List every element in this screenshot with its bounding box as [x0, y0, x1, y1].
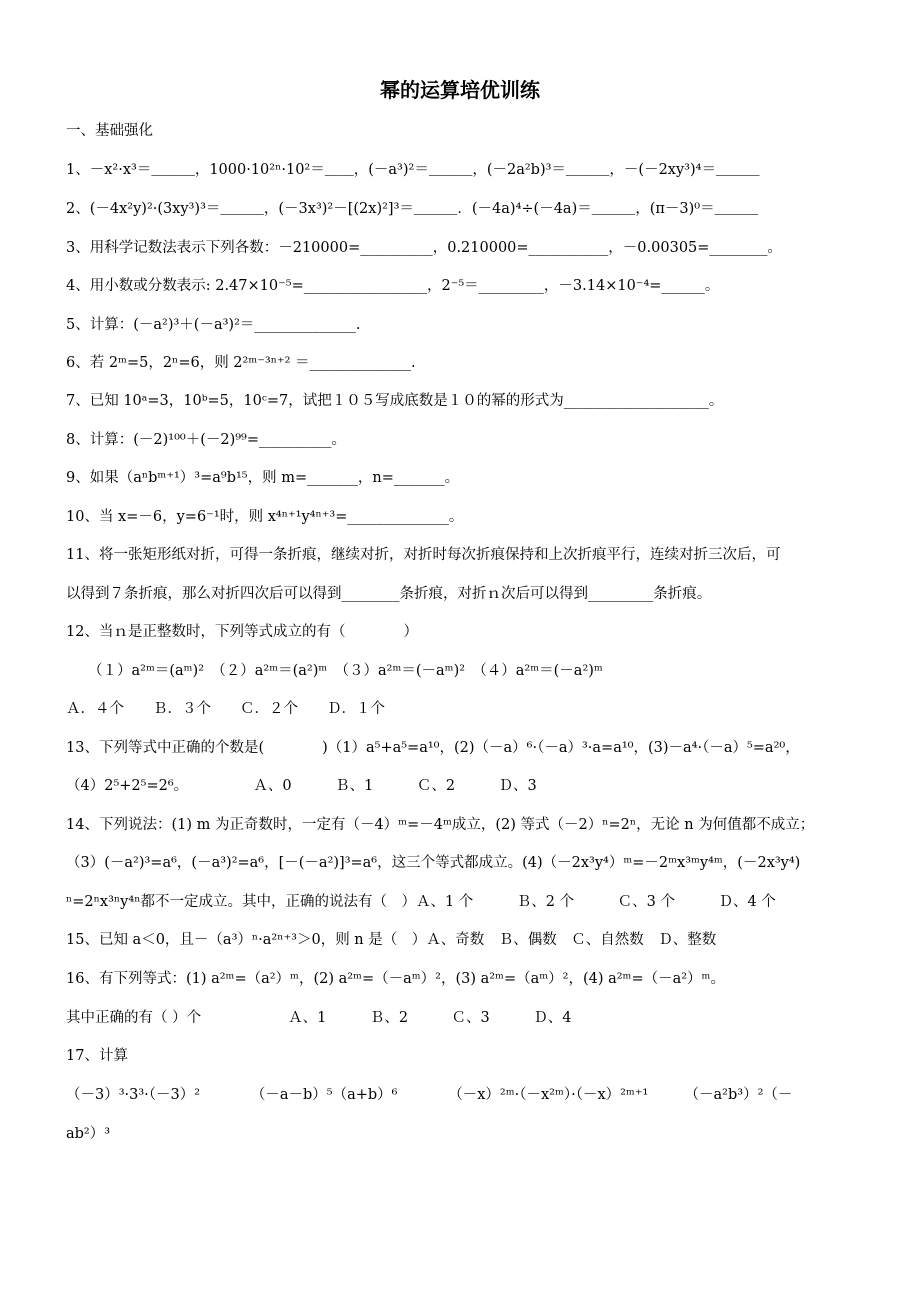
- question-12: 12、当ｎ是正整数时，下列等式成立的有（ ）: [66, 624, 418, 640]
- question-15: 15、已知 a＜0，且－（a³）ⁿ·a²ⁿ⁺³＞0，则 n 是（ ）Ａ、奇数 Ｂ、偶数 Ｃ、自然数 Ｄ、整数: [66, 932, 717, 948]
- question-1: 1、－x²·x³＝＿＿＿，1000·10²ⁿ·10²＝＿＿，(－a³)²＝＿＿＿，(－2a²b)³＝＿＿＿，－(－2xy³)⁴＝＿＿＿: [66, 162, 760, 178]
- section-heading: 一、基础强化: [66, 123, 153, 139]
- question-2: 2、(－4x²y)²·(3xy³)³＝＿＿＿，(－3x³)²－[(2x)²]³＝＿＿＿．(－4a)⁴÷(－4a)＝＿＿＿，(π－3)⁰＝＿＿＿: [66, 201, 759, 217]
- question-8: 8、计算：(－2)¹⁰⁰＋(－2)⁹⁹=__________。: [66, 432, 347, 448]
- question-13-line-1: 13、下列等式中正确的个数是( )（1）a⁵+a⁵=a¹⁰，(2)（－a）⁶·（－a）³·a=a¹⁰，(3)－a⁴·（－a）⁵=a²⁰，: [66, 740, 800, 756]
- question-14-line-2: （3）(－a²)³=a⁶，(－a³)²=a⁶，[－(－a²)]³=a⁶，这三个等式都成立。(4)（－2x³y⁴）ᵐ=－2ᵐx³ᵐy⁴ᵐ，(－2x³y⁴): [66, 855, 801, 871]
- question-14-line-1: 14、下列说法：(1) m 为正奇数时，一定有（－4）ᵐ=－4ᵐ成立，(2) 等式（－2）ⁿ=2ⁿ，无论 n 为何值都不成立；: [66, 817, 815, 833]
- question-7: 7、已知 10ᵃ=3，10ᵇ=5，10ᶜ=7，试把１０５写成底数是１０的幂的形式为____________________。: [66, 393, 724, 409]
- question-17-heading: 17、计算: [66, 1048, 128, 1064]
- question-12-options: （１）a²ᵐ＝(aᵐ)² （２）a²ᵐ＝(a²)ᵐ （３）a²ᵐ＝(－aᵐ)² （４）a²ᵐ＝(－a²)ᵐ: [88, 663, 603, 679]
- question-11-line-2: 以得到７条折痕，那么对折四次后可以得到________条折痕，对折ｎ次后可以得到_________条折痕。: [66, 586, 712, 602]
- page-title: 幂的运算培优训练: [380, 78, 540, 102]
- question-3: 3、用科学记数法表示下列各数：－210000=__________，0.210000=___________，－0.00305=________。: [66, 240, 782, 256]
- question-10: 10、当 x=－6，y=6⁻¹时，则 x⁴ⁿ⁺¹y⁴ⁿ⁺³=______________。: [66, 509, 464, 525]
- question-16-line-2: 其中正确的有（ ）个 Ａ、1 Ｂ、2 Ｃ、3 Ｄ、4: [66, 1010, 572, 1026]
- question-13-line-2: （4）2⁵+2⁵=2⁶。 Ａ、0 Ｂ、1 Ｃ、2 Ｄ、3: [66, 778, 537, 794]
- question-9: 9、如果（aⁿbᵐ⁺¹）³=a⁹b¹⁵，则 m=_______，n=_______。: [66, 470, 460, 486]
- question-4: 4、用小数或分数表示: 2.47×10⁻⁵=_________________，2⁻⁵＝_________，－3.14×10⁻⁴=______。: [66, 278, 720, 294]
- question-5: 5、计算：(－a²)³＋(－a³)²＝______________.: [66, 317, 361, 333]
- question-6: 6、若 2ᵐ=5，2ⁿ=6，则 2²ᵐ⁻³ⁿ⁺² ＝______________.: [66, 355, 416, 371]
- question-14-line-3: ⁿ=2ⁿx³ⁿy⁴ⁿ都不一定成立。其中，正确的说法有（ ）Ａ、1 个 Ｂ、2 个 Ｃ、3 个 Ｄ、4 个: [66, 894, 776, 910]
- question-17-expressions: （－3）³·3³·（－3）² （－a－b）⁵（a+b）⁶ （－x）²ᵐ·（－x²ᵐ）·（－x）²ᵐ⁺¹ （－a²b³）²（－: [66, 1087, 793, 1103]
- question-17-expressions-cont: ab²）³: [66, 1126, 111, 1142]
- question-11-line-1: 11、将一张矩形纸对折，可得一条折痕，继续对折，对折时每次折痕保持和上次折痕平行，连续对折三次后，可: [66, 547, 781, 563]
- question-12-choices: Ａ．４个 Ｂ．３个 Ｃ．２个 Ｄ．１个: [66, 701, 385, 717]
- question-16-line-1: 16、有下列等式：(1) a²ᵐ=（a²）ᵐ，(2) a²ᵐ=（－aᵐ）²，(3) a²ᵐ=（aᵐ）²，(4) a²ᵐ=（－a²）ᵐ。: [66, 971, 725, 987]
